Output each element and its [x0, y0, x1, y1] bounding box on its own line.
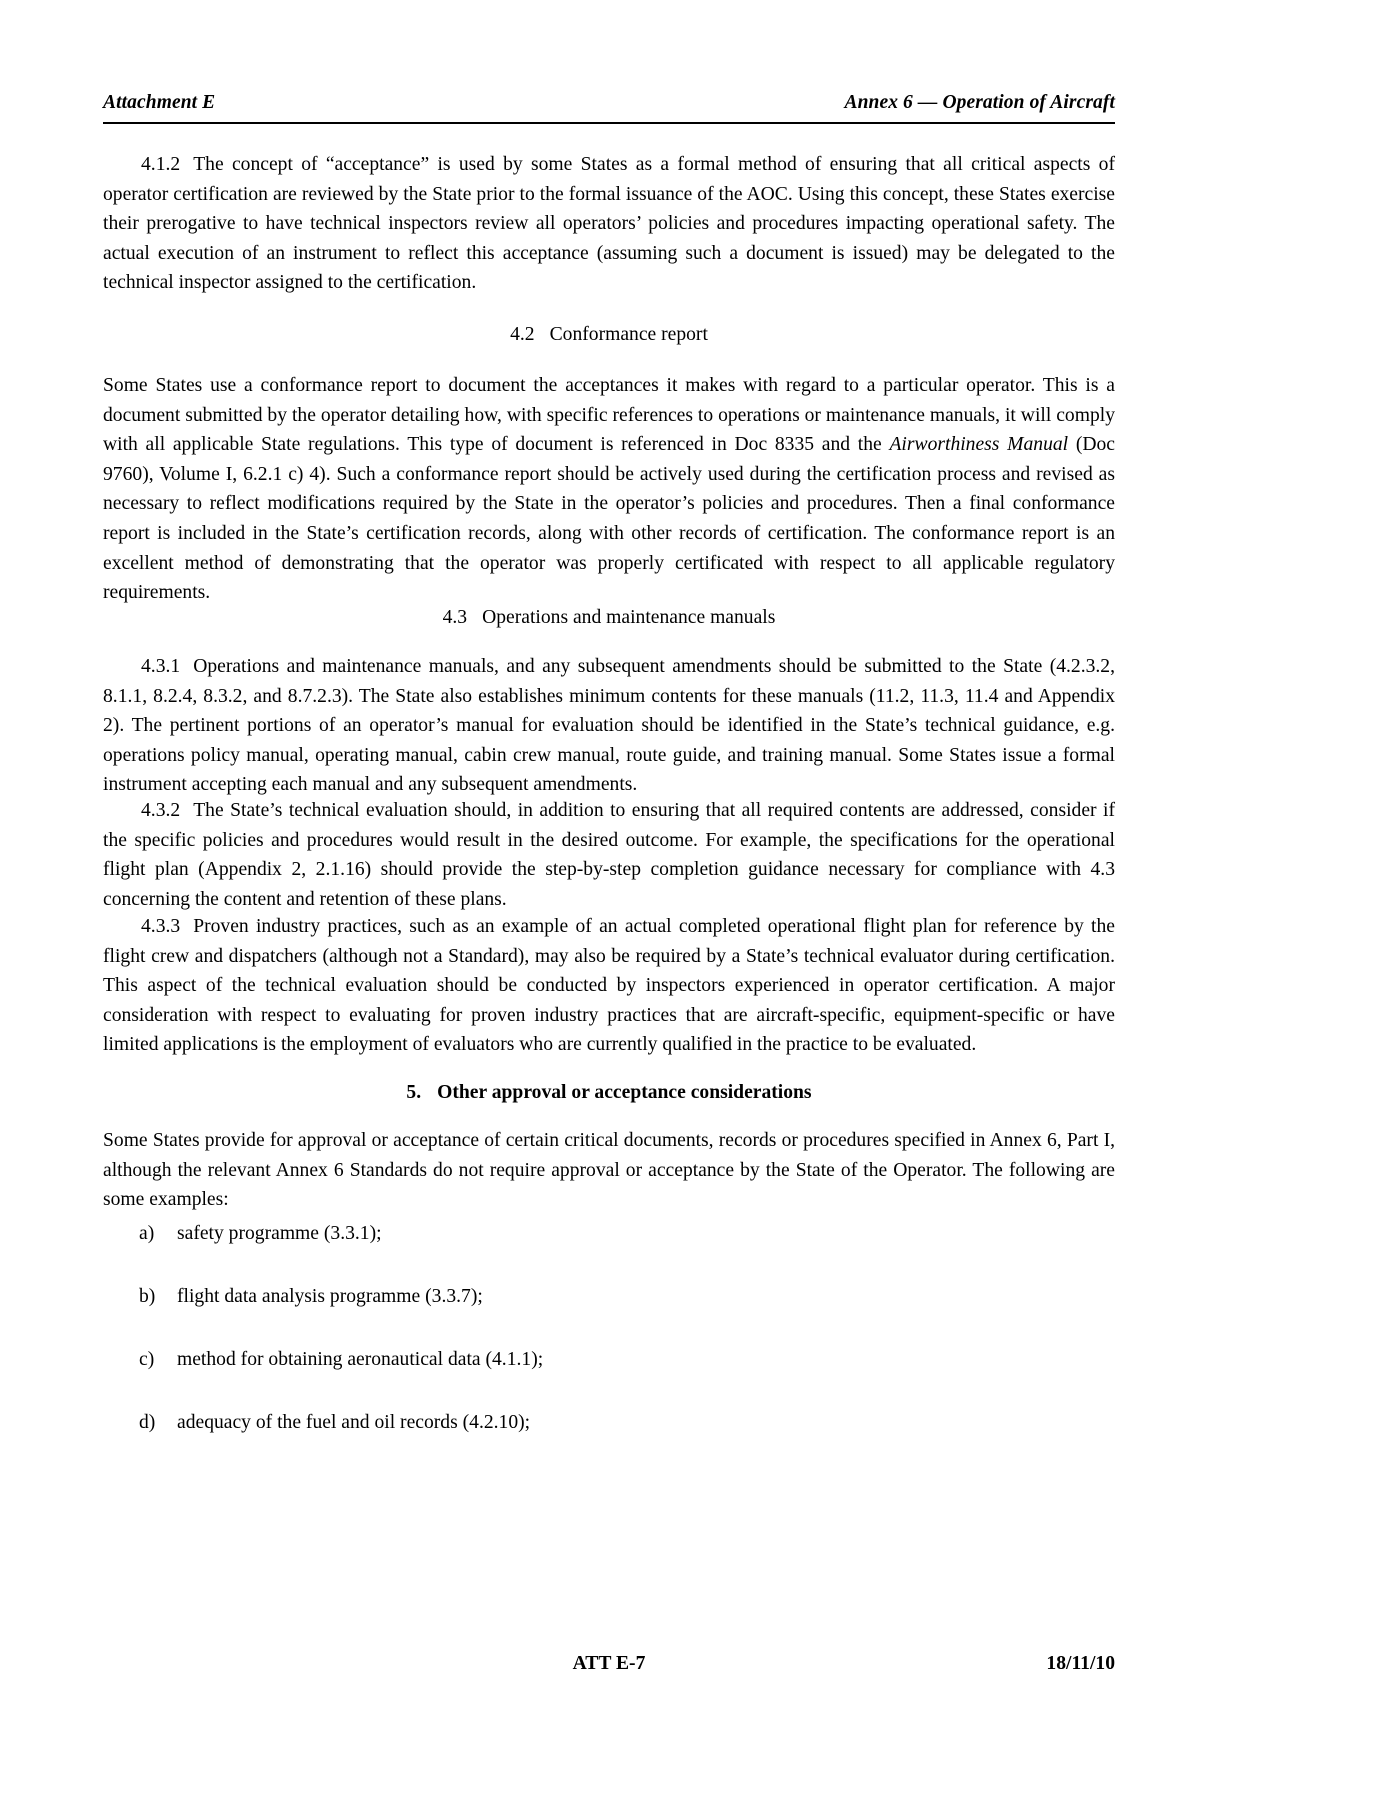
running-header: [103, 92, 1115, 114]
paragraph-4-3-2: [103, 796, 1115, 914]
list-text-b: flight data analysis programme (3.3.7);: [177, 1286, 483, 1307]
header-attachment-label: Attachment E: [103, 92, 216, 113]
paragraph-number-4-3-2: 4.3.2: [141, 800, 181, 821]
list-item: [103, 1282, 1115, 1312]
footer-page-label: ATT E-7: [572, 1653, 646, 1674]
paragraph-text-4-3-1: Operations and maintenance manuals, and any subsequent amendments should be submitted to the State (4.2.3.2, 8.1.1, 8.2.4, 8.3.2, and 8.7.2.3). The State also establishes minimum contents for these manuals (11.2, 11.3, 11.4 and Appendix 2). The pertinent portions of an operator’s manual for evaluation should be identified in the State’s technical guidance, e.g. operations policy manual, operating manual, cabin crew manual, route guide, and training manual. Some States issue a formal instrument accepting each manual and any subsequent amendments.: [103, 656, 1115, 796]
list-item: [103, 1219, 1115, 1249]
paragraph-4-2-part2: (Doc 9760), Volume I, 6.2.1 c) 4). Such a conformance report should be actively used during the certification process and revised as necessary to reflect modifications required by the State in the operator’s policies and procedures. Then a final conformance report is included in the State’s certification records, along with other records of certification. The conformance report is an excellent method of demonstrating that the operator was properly certificated with respect to all applicable regulatory requirements.: [103, 434, 1116, 604]
paragraph-text-4-3-3: Proven industry practices, such as an example of an actual completed operational flight plan for reference by the flight crew and dispatchers (although not a Standard), may also be required by a State’s technical evaluator during certification. This aspect of the technical evaluation should be conducted by inspectors experienced in operator certification. A major consideration with respect to evaluating for proven industry practices that are aircraft-specific, equipment-specific or have limited applications is the employment of evaluators who are currently qualified in the practice to be evaluated.: [103, 916, 1115, 1056]
list-marker-d: d): [139, 1412, 156, 1433]
paragraph-number-4-3-1: 4.3.1: [141, 656, 181, 677]
paragraph-4-2-part1: Some States use a conformance report to document the acceptances it makes with regard to a particular operator. This is a document submitted by the operator detailing how, with specific references to operations or maintenance manuals, it will comply with all applicable State regulations. This type of document is referenced in Doc 8335 and the: [103, 375, 1115, 456]
header-rule: [103, 122, 1115, 124]
heading-title-4-3: Operations and maintenance manuals: [482, 607, 776, 628]
paragraph-4-2-body: [103, 371, 1115, 608]
list-text-c: method for obtaining aeronautical data (4.1.1);: [177, 1349, 544, 1370]
list-text-a: safety programme (3.3.1);: [177, 1223, 382, 1244]
heading-4-3: [103, 603, 1115, 633]
list-item: [103, 1408, 1115, 1438]
paragraph-number-4-3-3: 4.3.3: [141, 916, 181, 937]
list-marker-c: c): [139, 1349, 155, 1370]
heading-4-2: [103, 320, 1115, 350]
heading-number-4-3: 4.3: [442, 607, 468, 628]
airworthiness-manual-title: Airworthiness Manual: [889, 434, 1069, 456]
paragraph-text-5-intro: Some States provide for approval or acceptance of certain critical documents, records or procedures specified in Annex 6, Part I, although the relevant Annex 6 Standards do not require approval or acceptance by the State of the Operator. The following are some examples:: [103, 1130, 1115, 1211]
list-text-d: adequacy of the fuel and oil records (4.2.10);: [177, 1412, 531, 1433]
list-marker-a: a): [139, 1223, 155, 1244]
paragraph-5-intro: [103, 1126, 1115, 1215]
footer-date: 18/11/10: [1046, 1653, 1115, 1674]
paragraph-4-1-2: [103, 150, 1115, 298]
header-annex-title: Annex 6 — Operation of Aircraft: [844, 92, 1115, 113]
heading-number-4-2: 4.2: [510, 324, 535, 345]
paragraph-text-4-1-2: The concept of “acceptance” is used by some States as a formal method of ensuring that all critical aspects of operator certification are reviewed by the State prior to the formal issuance of the AOC. Using this concept, these States exercise their prerogative to have technical inspectors review all operators’ policies and procedures impacting operational safety. The actual execution of an instrument to reflect this acceptance (assuming such a document is issued) may be delegated to the technical inspector assigned to the certification.: [103, 154, 1115, 294]
paragraph-text-4-3-2: The State’s technical evaluation should, in addition to ensuring that all required contents are addressed, consider if the specific policies and procedures would result in the desired outcome. For example, the specifications for the operational flight plan (Appendix 2, 2.1.16) should provide the step-by-step completion guidance necessary for compliance with 4.3 concerning the content and retention of these plans.: [103, 800, 1115, 910]
page-content: [103, 0, 1115, 1800]
paragraph-4-3-3: [103, 912, 1115, 1060]
paragraph-number-4-1-2: 4.1.2: [141, 154, 181, 175]
heading-title-5: Other approval or acceptance considerations: [437, 1082, 812, 1103]
heading-5: [103, 1078, 1115, 1108]
heading-title-4-2: Conformance report: [549, 324, 708, 345]
list-marker-b: b): [139, 1286, 156, 1307]
list-item: [103, 1345, 1115, 1375]
heading-number-5: 5.: [406, 1082, 422, 1103]
paragraph-4-3-1: [103, 652, 1115, 800]
